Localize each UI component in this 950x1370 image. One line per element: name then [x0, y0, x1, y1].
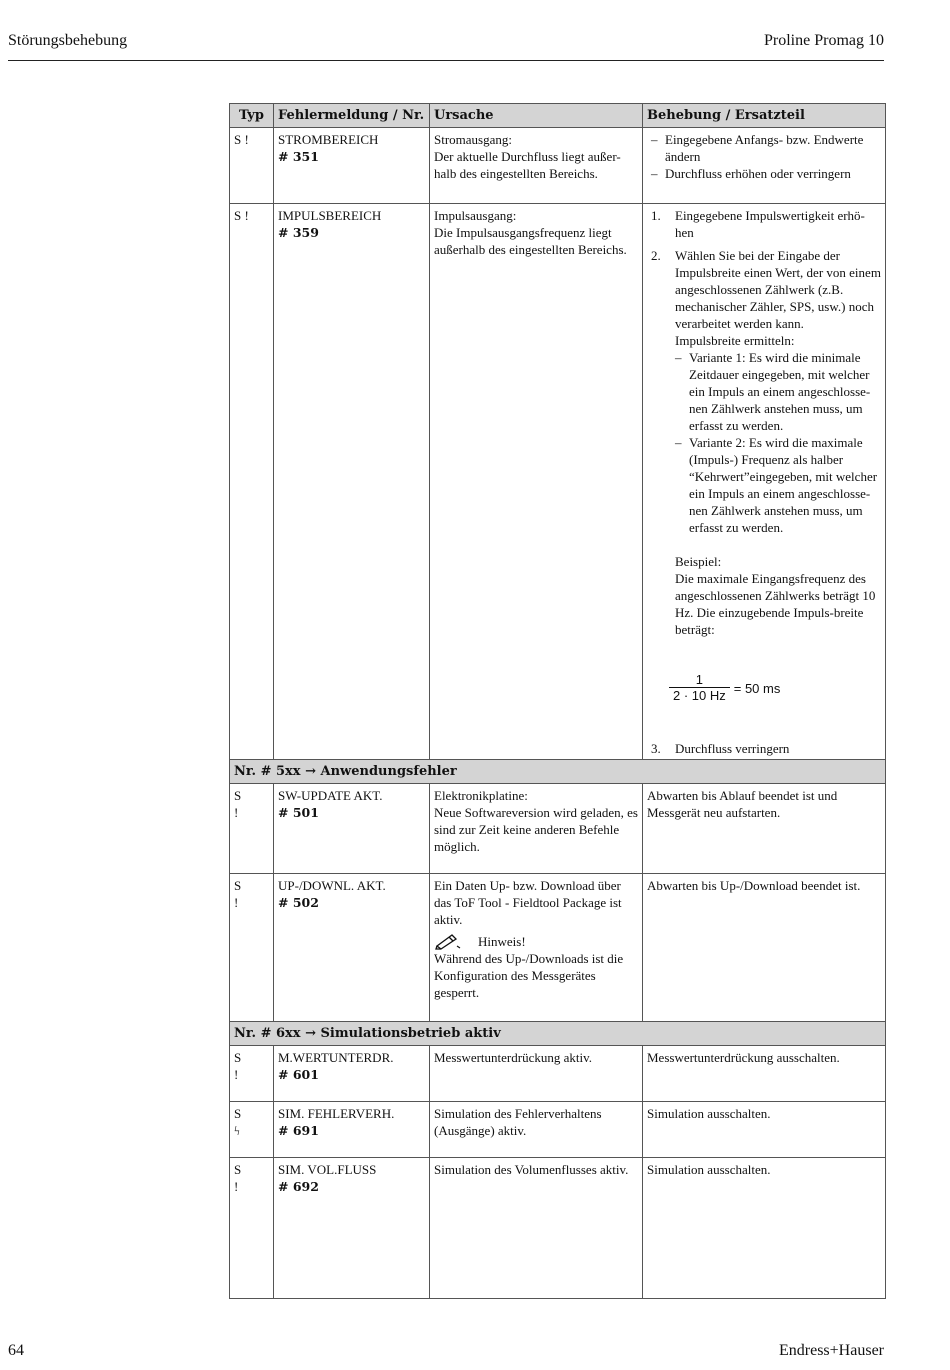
- step-text: Wählen Sie bei der Eingabe der Impulsbreite einen Wert, der von einem angeschlossenen Zählwerk (z.B. mechanischer Zähler, SPS, usw.) noch verarbeitet werden kann.: [675, 248, 881, 331]
- variant-item: – Variante 1: Es wird die minimale Zeitdauer eingegeben, mit welcher ein Impuls an einem angeschlosse-nen Zählwerk anstehen muss, um erfasst zu werden.: [675, 349, 881, 434]
- row-message: [274, 128, 430, 204]
- error-number: # 691: [278, 1123, 319, 1138]
- cause-text: Die Impulsausgangsfrequenz liegt außerhalb des eingestellten Bereichs.: [434, 225, 627, 257]
- step-subtitle: Impulsbreite ermitteln:: [675, 333, 795, 348]
- col-header-remedy: Behebung / Ersatzteil: [643, 104, 886, 128]
- row-remedy: Simulation ausschalten.: [643, 1102, 886, 1158]
- error-name: SW-UPDATE AKT.: [278, 788, 383, 803]
- error-name: IMPULSBEREICH: [278, 208, 382, 223]
- formula: [647, 672, 881, 704]
- note-block: [434, 932, 638, 950]
- step-text: Eingegebene Impulswertigkeit erhö-hen: [675, 208, 865, 240]
- type-letter: S: [234, 1162, 242, 1177]
- section-title-5xx: Nr. # 5xx → Anwendungsfehler: [230, 760, 886, 784]
- row-remedy: Abwarten bis Ablauf beendet ist und Messgerät neu aufstarten.: [643, 784, 886, 874]
- row-type: [230, 1102, 274, 1158]
- error-number: # 692: [278, 1179, 319, 1194]
- type-symbol: !: [234, 1067, 239, 1082]
- fraction-numerator: 1: [695, 672, 703, 687]
- row-message: [274, 204, 430, 760]
- row-type: S !: [230, 204, 274, 760]
- error-number: # 351: [278, 149, 319, 164]
- remedy-step: [647, 207, 881, 241]
- row-remedy: [643, 204, 886, 760]
- row-type: [230, 1046, 274, 1102]
- type-letter: S: [234, 788, 242, 803]
- row-message: [274, 1102, 430, 1158]
- fraction: [669, 672, 730, 704]
- table-header-row: [230, 104, 886, 128]
- error-number: # 501: [278, 805, 319, 820]
- row-remedy: [643, 128, 886, 204]
- table-row: [230, 1158, 886, 1299]
- row-cause: Simulation des Volumenflusses aktiv.: [430, 1158, 643, 1299]
- footer-brand: Endress+Hauser: [779, 1342, 884, 1359]
- step-number: 3.: [651, 741, 661, 756]
- pencil-note-icon: [434, 932, 478, 950]
- error-number: # 502: [278, 895, 319, 910]
- col-header-message: Fehlermeldung / Nr.: [274, 104, 430, 128]
- step-number: 2.: [651, 248, 661, 263]
- row-remedy: Abwarten bis Up-/Download beendet ist.: [643, 874, 886, 1022]
- error-name: SIM. FEHLERVERH.: [278, 1106, 395, 1121]
- page-number: 64: [8, 1342, 24, 1359]
- row-remedy: Simulation ausschalten.: [643, 1158, 886, 1299]
- row-message: [274, 874, 430, 1022]
- cause-title: Elektronikplatine:: [434, 788, 528, 803]
- example-text: Die maximale Eingangsfrequenz des angeschlossenen Zählwerks beträgt 10 Hz. Die einzugebende Impuls-breite beträgt:: [675, 571, 876, 637]
- row-message: [274, 784, 430, 874]
- error-name: STROMBEREICH: [278, 132, 379, 147]
- cause-title: Impulsausgang:: [434, 208, 517, 223]
- cause-title: Stromausgang:: [434, 132, 512, 147]
- row-cause: [430, 784, 643, 874]
- type-symbol: !: [234, 1179, 239, 1194]
- table-row: [230, 204, 886, 760]
- type-letter: S: [234, 878, 242, 893]
- error-number: # 601: [278, 1067, 319, 1082]
- fraction-denominator: 2 · 10 Hz: [673, 688, 726, 703]
- note-text: Während des Up-/Downloads ist die Konfiguration des Messgerätes gesperrt.: [434, 951, 624, 1000]
- row-type: [230, 874, 274, 1022]
- col-header-cause: Ursache: [430, 104, 643, 128]
- error-name: M.WERTUNTERDR.: [278, 1050, 394, 1065]
- remedy-item: – Durchfluss erhöhen oder verringern: [647, 165, 881, 182]
- type-symbol: !: [234, 805, 239, 820]
- cause-text: Neue Softwareversion wird geladen, es sind zur Zeit keine anderen Befehle möglich.: [434, 805, 638, 854]
- table-row: [230, 874, 886, 1022]
- formula-result: = 50 ms: [733, 680, 781, 696]
- type-symbol: !: [234, 895, 239, 910]
- cause-text: Der aktuelle Durchfluss liegt außer-halb des eingestellten Bereichs.: [434, 149, 621, 181]
- row-type: [230, 1158, 274, 1299]
- variant-item: – Variante 2: Es wird die maximale (Impuls-) Frequenz als halber “Kehrwert”eingegeben, mit welcher ein Impuls an einem angeschlosse-nen Zählwerk anstehen muss, um erfasst zu werden.: [675, 434, 881, 536]
- row-cause: Messwertunterdrückung aktiv.: [430, 1046, 643, 1102]
- section-row: [230, 760, 886, 784]
- row-cause: Simulation des Fehlerverhaltens (Ausgänge) aktiv.: [430, 1102, 643, 1158]
- row-message: [274, 1046, 430, 1102]
- cause-text: Ein Daten Up- bzw. Download über das ToF Tool - Fieldtool Package ist aktiv.: [434, 878, 622, 927]
- row-cause: [430, 128, 643, 204]
- table-row: [230, 784, 886, 874]
- note-label: Hinweis!: [478, 933, 526, 949]
- step-number: 1.: [651, 208, 661, 223]
- example-title: Beispiel:: [675, 554, 722, 569]
- table-row: [230, 128, 886, 204]
- row-type: S !: [230, 128, 274, 204]
- type-letter: S: [234, 1106, 242, 1121]
- row-message: [274, 1158, 430, 1299]
- section-title-6xx: Nr. # 6xx → Simulationsbetrieb aktiv: [230, 1022, 886, 1046]
- section-row: [230, 1022, 886, 1046]
- step-text: Durchfluss verringern: [675, 741, 790, 756]
- col-header-typ: Typ: [230, 104, 274, 128]
- type-letter: S: [234, 1050, 242, 1065]
- remedy-step: [647, 740, 881, 757]
- error-table: [229, 103, 886, 1299]
- row-cause: [430, 204, 643, 760]
- error-name: UP-/DOWNL. AKT.: [278, 878, 386, 893]
- row-remedy: Messwertunterdrückung ausschalten.: [643, 1046, 886, 1102]
- remedy-item: – Eingegebene Anfangs- bzw. Endwerte ändern: [647, 131, 881, 165]
- table-row: [230, 1046, 886, 1102]
- error-number: # 359: [278, 225, 319, 240]
- page-header-product: Proline Promag 10: [764, 32, 884, 49]
- remedy-step: [647, 247, 881, 638]
- row-cause: [430, 874, 643, 1022]
- header-rule: [8, 60, 884, 61]
- table-row: [230, 1102, 886, 1158]
- page-header-chapter: Störungsbehebung: [8, 32, 128, 49]
- error-name: SIM. VOL.FLUSS: [278, 1162, 377, 1177]
- type-symbol: ϟ: [234, 1123, 240, 1138]
- row-type: [230, 784, 274, 874]
